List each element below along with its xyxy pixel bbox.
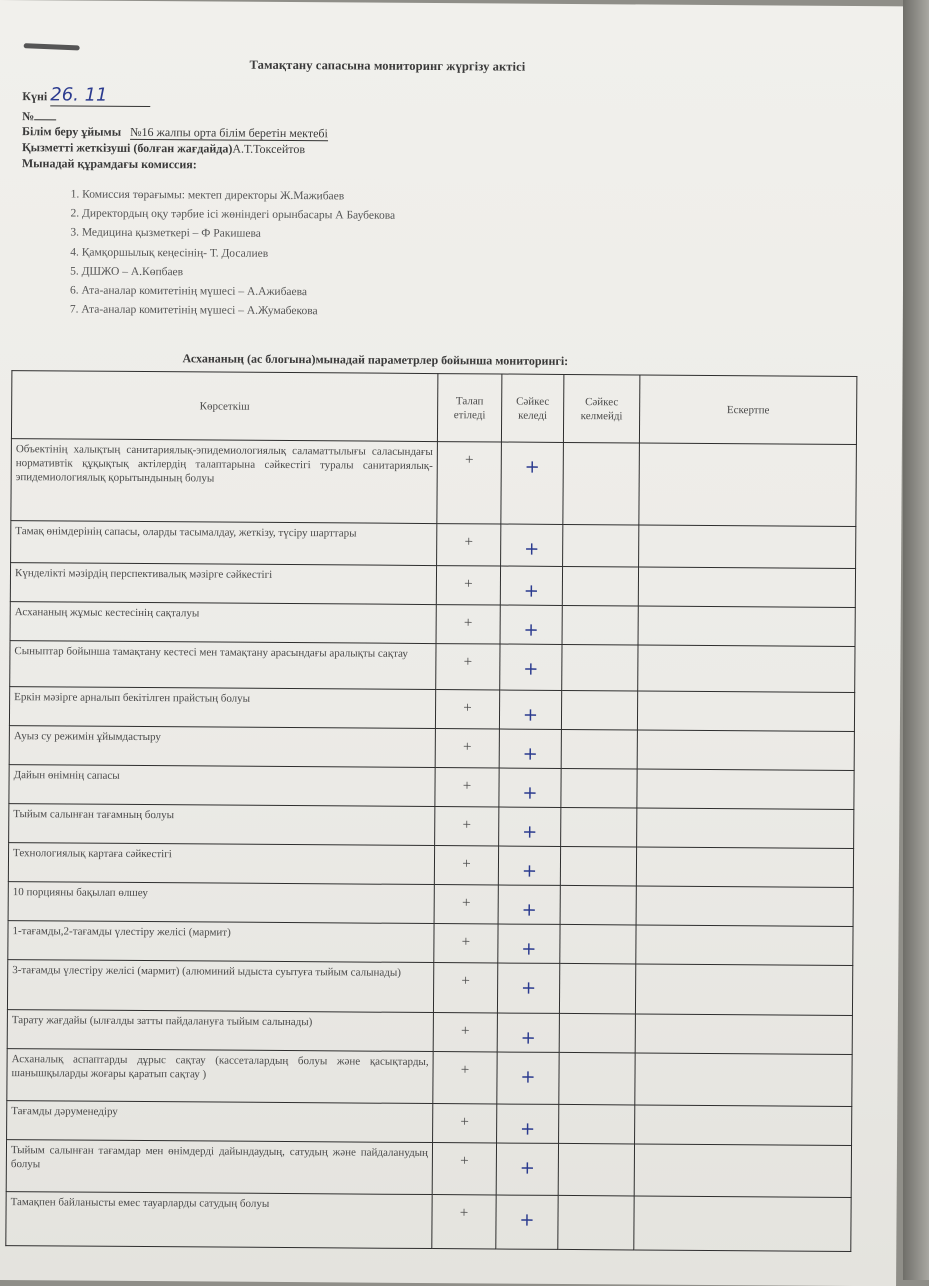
row-note (637, 808, 854, 849)
row-complies-mark: + (498, 846, 560, 885)
commission-member: 3. Медицина қызметкері – Ф Ракишева (70, 226, 261, 241)
commission-members-list (70, 188, 396, 325)
row-indicator: 3-тағамды үлестіру желісі (мармит) (алюминий ыдыста суытуға тыйым салынады) (7, 960, 433, 1013)
row-note (636, 847, 853, 888)
row-note (637, 769, 854, 810)
row-not-complies (562, 566, 638, 606)
row-complies-mark: + (501, 442, 564, 524)
row-note (638, 606, 855, 647)
row-not-complies (560, 846, 636, 886)
row-indicator: Тарату жағдайы (ылғалды затты пайдалануға тыйым салынады) (7, 1010, 433, 1052)
row-indicator: Ауыз су режимін ұйымдастыру (9, 726, 435, 768)
row-indicator: Тыйым салынған тағамның болуы (9, 804, 435, 846)
row-complies-mark: + (501, 524, 563, 566)
table-row (9, 804, 854, 849)
row-complies-mark: + (497, 1052, 559, 1104)
number-line (22, 108, 56, 124)
row-note (636, 886, 853, 927)
commission-label: Мынадай құрамдағы комиссия: (21, 156, 197, 172)
row-indicator: Тамақ өнімдерінің сапасы, оларды тасымалдау, жеткізу, түсіру шарттары (11, 521, 437, 566)
row-required-mark: + (432, 1195, 496, 1249)
row-required-mark: + (433, 1104, 497, 1143)
row-complies-mark: + (497, 963, 559, 1013)
table-row (10, 602, 855, 647)
table-row (8, 843, 853, 888)
row-note (635, 1014, 852, 1055)
row-required-mark: + (437, 524, 501, 566)
header-indicator: Көрсеткіш (11, 371, 437, 442)
table-row (7, 1010, 852, 1055)
table-row (9, 687, 854, 732)
table-row (8, 882, 853, 927)
row-note (635, 964, 852, 1016)
row-complies-mark: + (497, 1104, 559, 1143)
pen-mark (24, 43, 80, 50)
row-indicator: 10 порцияны бақылап өлшеу (8, 882, 434, 924)
row-complies-mark: + (500, 605, 562, 644)
row-required-mark: + (435, 690, 499, 729)
row-complies-mark: + (496, 1195, 558, 1249)
number-label: № (22, 109, 35, 124)
date-line (22, 84, 150, 107)
row-note (638, 645, 855, 693)
table-row (10, 641, 855, 693)
table-row (8, 921, 853, 966)
row-required-mark: + (433, 1052, 497, 1104)
row-not-complies (559, 1104, 635, 1144)
table-row (6, 1140, 851, 1198)
row-required-mark: + (436, 566, 500, 605)
row-complies-mark: + (498, 885, 560, 924)
org-label: Білім беру ұйымы (22, 124, 122, 139)
provider-label: Қызметті жеткізуші (болған жағдайда) (21, 140, 233, 156)
row-complies-mark: + (500, 644, 562, 690)
section-title: Асхананың (ас блогына)мынадай параметрлер бойынша мониторингі: (182, 351, 569, 368)
row-required-mark: + (435, 807, 499, 846)
date-value: 26. 11 (50, 84, 150, 107)
date-label: Күні (22, 89, 48, 104)
table-row (10, 563, 855, 608)
table-row (11, 521, 856, 569)
row-not-complies (559, 1013, 635, 1053)
header-not-complies: Сәйкес келмейді (563, 374, 639, 443)
table-row (6, 1192, 851, 1252)
commission-member: 7. Ата-аналар комитетінің мүшесі – А.Жумабекова (69, 303, 318, 318)
commission-member: 1. Комиссия төрағымы: мектеп директоры Ж.Мажибаев (70, 188, 345, 203)
header-note: Ескертпе (639, 375, 856, 445)
row-note (639, 525, 856, 569)
row-not-complies (563, 442, 640, 525)
row-complies-mark: + (499, 807, 561, 846)
table-row (9, 765, 854, 810)
document-title: Тамақтану сапасына мониторинг жүргізу актісі (249, 57, 526, 74)
row-not-complies (558, 1143, 634, 1196)
row-not-complies (560, 924, 636, 964)
table-row (7, 960, 852, 1016)
row-not-complies (562, 644, 638, 691)
row-complies-mark: + (497, 1013, 559, 1052)
row-required-mark: + (436, 605, 500, 644)
row-note (636, 925, 853, 966)
table-header-row (11, 371, 856, 445)
row-required-mark: + (434, 885, 498, 924)
row-required-mark: + (434, 846, 498, 885)
commission-member: 5. ДШЖО – А.Көпбаев (70, 265, 184, 279)
row-complies-mark: + (496, 1143, 558, 1195)
row-indicator: Объектінің халықтың санитариялық-эпидемиологиялық саламаттылығы саласындағы нормативтік құқықтық актілердің талаптарына сәйкестігі туралы санитариялық-эпидемиологиялық қорытындының болуы (11, 439, 438, 524)
row-complies-mark: + (499, 768, 561, 807)
row-note (637, 691, 854, 732)
provider-value: А.Т.Токсейтов (232, 141, 306, 157)
header-required: Талап етіледі (437, 374, 501, 442)
row-complies-mark: + (498, 924, 560, 963)
row-required-mark: + (435, 729, 499, 768)
row-note (634, 1144, 851, 1198)
background-edge (903, 0, 929, 1280)
row-indicator: Күнделікті мәзірдің перспективалық мәзірге сәйкестігі (10, 563, 436, 605)
row-required-mark: + (434, 924, 498, 963)
table-row (9, 726, 854, 771)
row-note (637, 730, 854, 771)
row-complies-mark: + (499, 690, 561, 729)
row-required-mark: + (436, 644, 500, 690)
row-not-complies (562, 605, 638, 645)
row-indicator: 1-тағамды,2-тағамды үлестіру желісі (мармит) (8, 921, 434, 963)
row-indicator: Тамақпен байланысты емес тауарларды сатудың болуы (6, 1192, 432, 1249)
row-indicator: Сыныптар бойынша тамақтану кестесі мен тамақтану арасындағы аралықты сақтау (10, 641, 436, 690)
row-required-mark: + (437, 442, 502, 524)
row-note (639, 443, 857, 527)
row-not-complies (561, 690, 637, 730)
row-complies-mark: + (499, 729, 561, 768)
row-indicator: Дайын өнімнің сапасы (9, 765, 435, 807)
row-required-mark: + (433, 963, 497, 1013)
row-note (634, 1196, 851, 1252)
commission-member: 4. Қамқоршылық кеңесінің- Т. Досалиев (70, 246, 269, 260)
org-value: №16 жалпы орта білім беретін мектебі (130, 124, 328, 141)
table-row (11, 439, 857, 527)
row-not-complies (561, 768, 637, 808)
row-required-mark: + (435, 768, 499, 807)
row-not-complies (560, 885, 636, 925)
row-note (635, 1053, 852, 1107)
row-not-complies (563, 524, 639, 567)
row-required-mark: + (433, 1013, 497, 1052)
provider-line (22, 140, 305, 157)
row-complies-mark: + (500, 566, 562, 605)
commission-member: 2. Директордың оқу тәрбие ісі жөніндегі орынбасары А Баубекова (70, 207, 396, 222)
row-indicator: Технологиялық картаға сәйкестігі (8, 843, 434, 885)
row-not-complies (558, 1195, 634, 1250)
org-line (22, 124, 328, 141)
row-indicator: Асхананың жұмыс кестесінің сақталуы (10, 602, 436, 644)
row-not-complies (561, 729, 637, 769)
row-indicator: Асханалық аспаптарды дұрыс сақтау (кассеталардың болуы және қасықтарды, шанышқыларды жоғары қаратып сақтау ) (7, 1049, 433, 1104)
row-required-mark: + (432, 1143, 496, 1195)
monitoring-table (5, 370, 857, 1252)
row-not-complies (559, 1052, 635, 1105)
row-indicator: Тағамды дәруменедіру (7, 1101, 433, 1143)
commission-member: 6. Ата-аналар комитетінің мүшесі – А.Ажибаева (69, 284, 308, 299)
row-not-complies (559, 963, 635, 1014)
row-note (638, 567, 855, 608)
row-note (635, 1105, 852, 1146)
table-row (7, 1049, 852, 1107)
table-row (7, 1101, 852, 1146)
row-indicator: Тыйым салынған тағамдар мен өнімдерді дайындаудың, сатудың және пайдаланудың болуы (6, 1140, 432, 1195)
row-not-complies (561, 807, 637, 847)
header-complies: Сәйкес келеді (501, 374, 563, 442)
row-indicator: Еркін мәзірге арналып бекітілген прайстың болуы (9, 687, 435, 729)
